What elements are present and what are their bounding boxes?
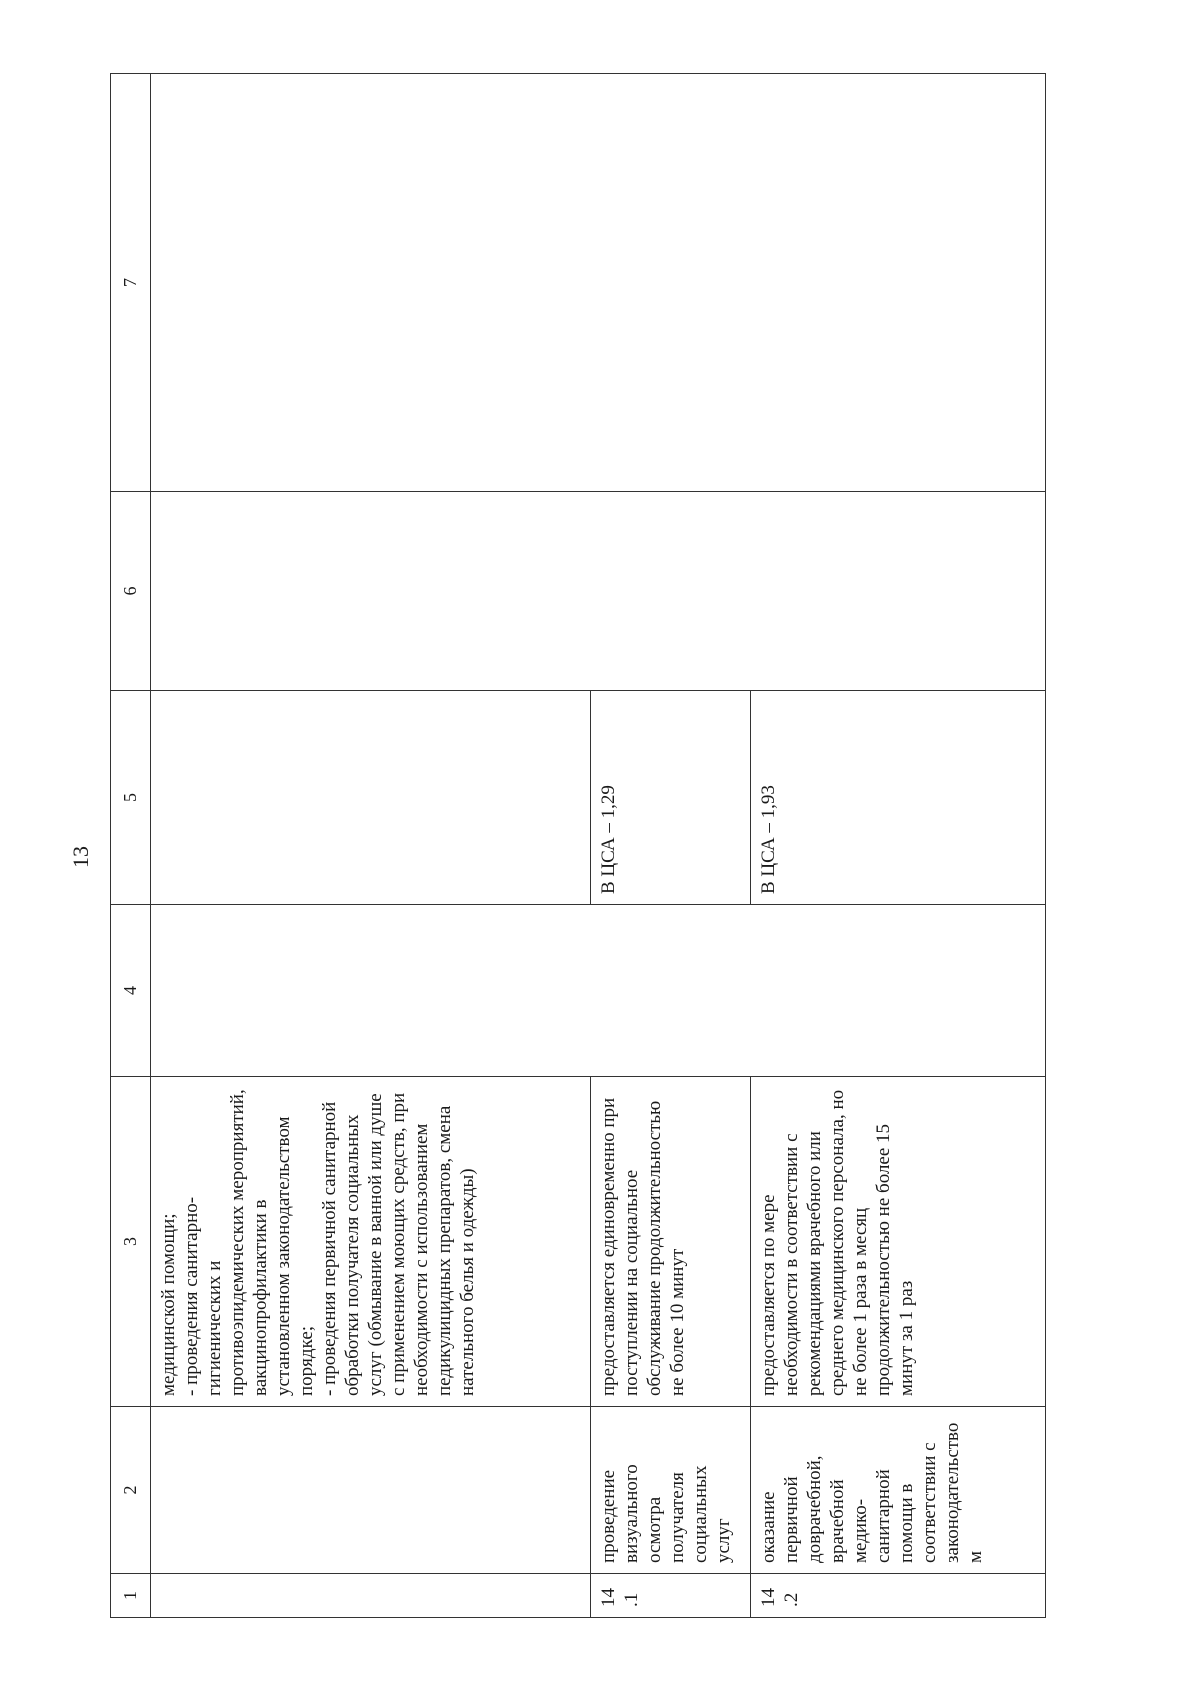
row-number-cell (151, 1574, 591, 1618)
tariff-cell (151, 691, 591, 905)
header-col-5: 5 (111, 691, 151, 905)
row-number-cell: 14.1 (591, 1574, 751, 1618)
header-col-2: 2 (111, 1407, 151, 1574)
header-col-3: 3 (111, 1077, 151, 1407)
col-6-cell (151, 492, 1046, 691)
page-number: 13 (68, 846, 93, 868)
service-name-cell: оказание первичной доврачебной, врачебной медико-санитарной помощи в соответствии с законодательством (751, 1407, 1046, 1574)
tariff-cell: В ЦСА – 1,93 (751, 691, 1046, 905)
header-row (111, 74, 151, 1618)
header-col-6: 6 (111, 492, 151, 691)
rotated-table-container (110, 74, 1200, 1607)
rotated-table-inner (110, 74, 1045, 1618)
header-col-7: 7 (111, 74, 151, 492)
tariff-cell: В ЦСА – 1,29 (591, 691, 751, 905)
col-4-cell (151, 905, 1046, 1077)
services-table (110, 73, 1046, 1618)
service-description-cell: предоставляется единовременно при поступлении на социальное обслуживание продолжительностью не более 10 минут (591, 1077, 751, 1407)
service-description-cell: предоставляется по мере необходимости в соответствии с рекомендациями врачебного или среднего медицинского персонала, но не более 1 раза в месяц продолжительностью не более 15 минут за 1 раз (751, 1077, 1046, 1407)
table-row (151, 74, 591, 1618)
service-name-cell (151, 1407, 591, 1574)
header-col-4: 4 (111, 905, 151, 1077)
service-name-cell: проведение визуального осмотра получателя социальных услуг (591, 1407, 751, 1574)
service-description-cell: медицинской помощи; - проведения санитарно-гигиенических и противоэпидемических мероприятий, вакцинопрофилактики в установленном законодательством порядке; - проведения первичной санитарной обработки получателя социальных услуг (обмывание в ванной или душе с применением моющих средств, при необходимости с использованием педикулицидных препаратов, смена нательного белья и одежды) (151, 1077, 591, 1407)
row-number-cell: 14.2 (751, 1574, 1046, 1618)
header-col-1: 1 (111, 1574, 151, 1618)
col-7-cell (151, 74, 1046, 492)
